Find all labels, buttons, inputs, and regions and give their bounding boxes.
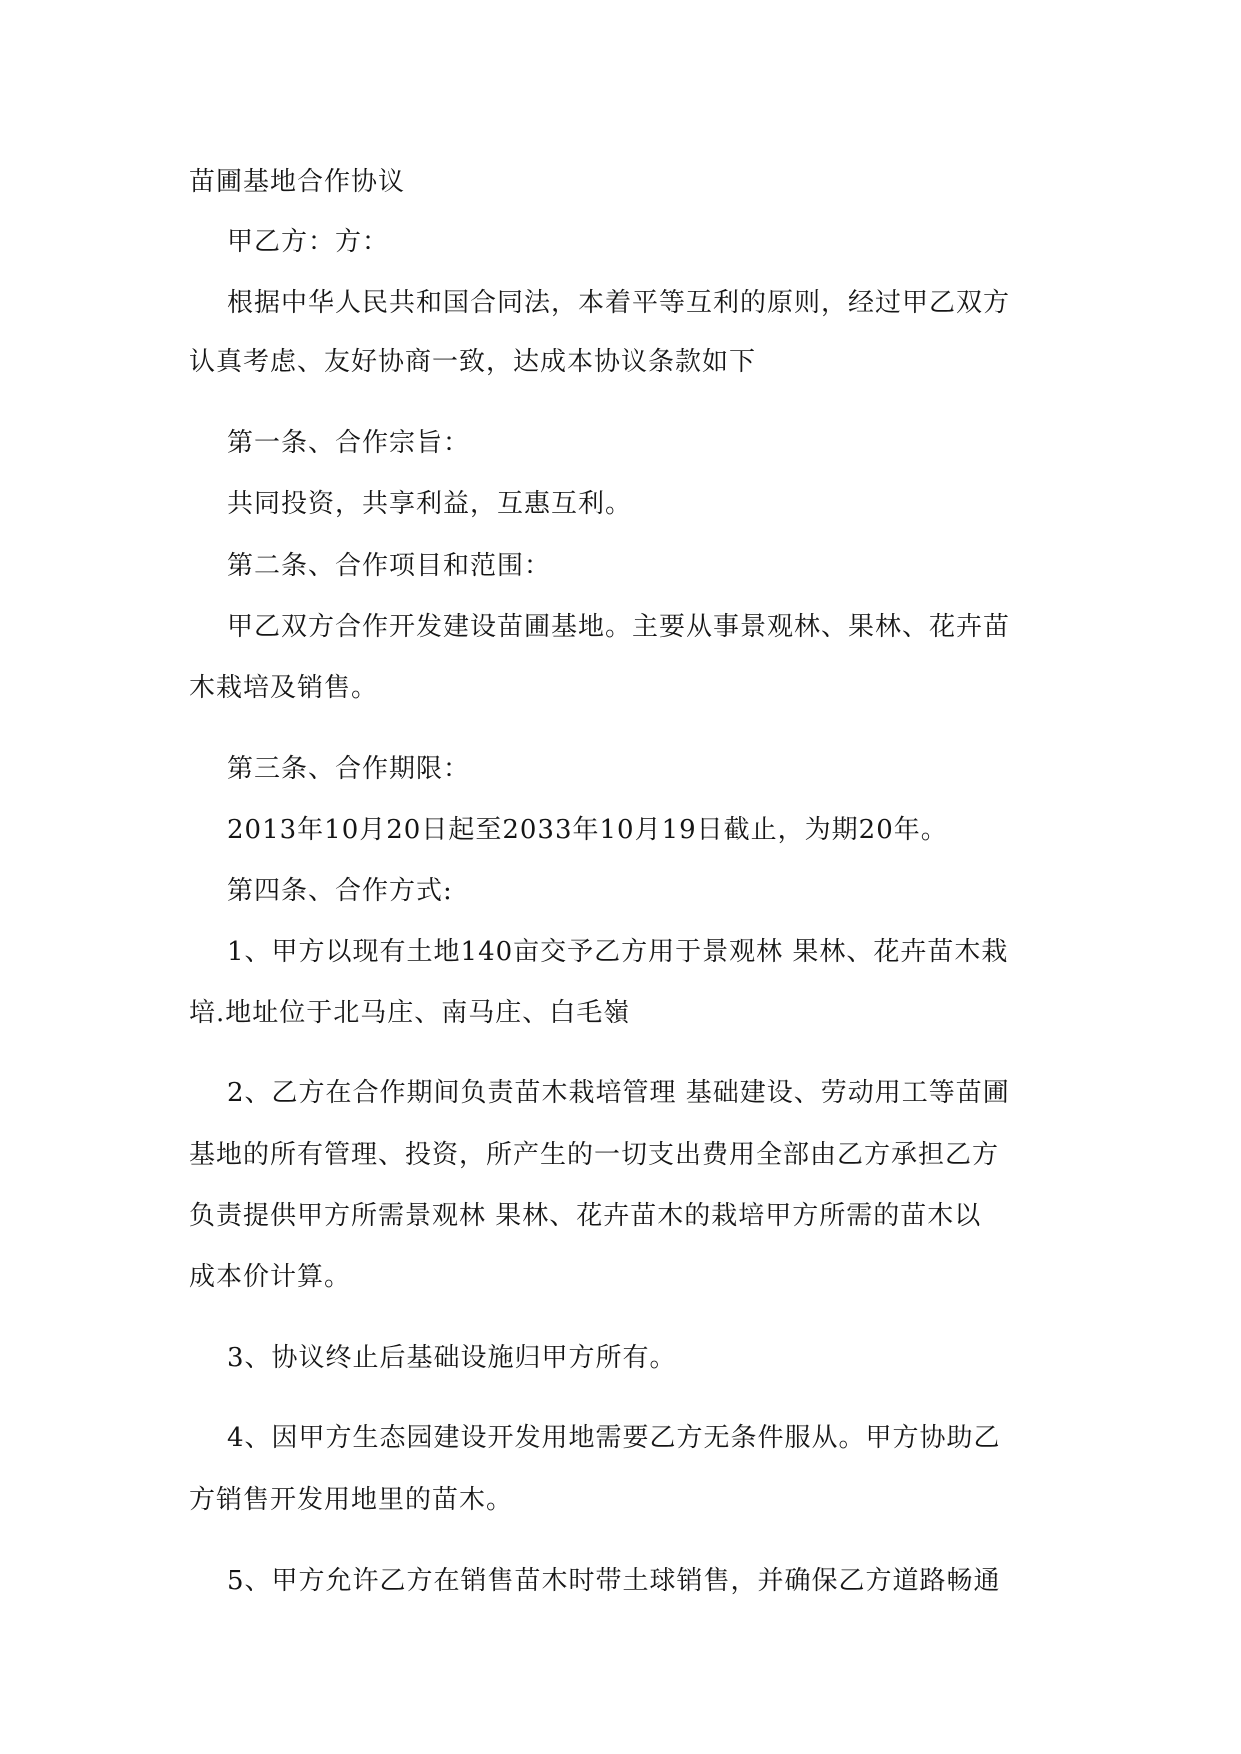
article3-heading: 第三条、合作期限： xyxy=(227,754,471,784)
article4-item1-line-2: 培.地址位于北马庄、南马庄、白毛嶺 xyxy=(189,998,631,1028)
article4-item3: 3、协议终止后基础设施归甲方所有。 xyxy=(227,1343,677,1373)
article4-item2-line-3: 负责提供甲方所需景观林 果林、花卉苗木的栽培甲方所需的苗木以 xyxy=(189,1201,982,1231)
article3-body: 2013年10月20日起至2033年10月19日截止，为期20年。 xyxy=(227,815,948,845)
article4-item2-line-2: 基地的所有管理、投资，所产生的一切支出费用全部由乙方承担乙方 xyxy=(189,1140,1000,1170)
article4-item2-line-1: 2、乙方在合作期间负责苗木栽培管理 基础建设、劳动用工等苗圃 xyxy=(227,1078,1010,1108)
intro-paragraph-line-1: 根据中华人民共和国合同法，本着平等互利的原则，经过甲乙双方 xyxy=(227,288,1011,318)
intro-paragraph-line-2: 认真考虑、友好协商一致，达成本协议条款如下 xyxy=(189,347,757,377)
article4-item2-line-4: 成本价计算。 xyxy=(189,1262,352,1292)
article2-body-line-1: 甲乙双方合作开发建设苗圃基地。主要从事景观林、果林、花卉苗 xyxy=(227,612,1011,642)
article1-body: 共同投资，共享利益，互惠互利。 xyxy=(227,489,633,519)
article4-heading: 第四条、合作方式: xyxy=(227,876,453,906)
article4-item4-line-1: 4、因甲方生态园建设开发用地需要乙方无条件服从。甲方协助乙 xyxy=(227,1423,1001,1453)
parties-line: 甲乙方：方： xyxy=(227,227,390,257)
article1-heading: 第一条、合作宗旨： xyxy=(227,428,471,458)
article4-item1-line-1: 1、甲方以现有土地140亩交予乙方用于景观林 果林、花卉苗木栽 xyxy=(227,937,1009,967)
article2-body-line-2: 木栽培及销售。 xyxy=(189,673,379,703)
document-title: 苗圃基地合作协议 xyxy=(189,167,406,197)
article4-item5: 5、甲方允许乙方在销售苗木时带土球销售，并确保乙方道路畅通 xyxy=(227,1566,1001,1596)
article4-item4-line-2: 方销售开发用地里的苗木。 xyxy=(189,1485,514,1515)
article2-heading: 第二条、合作项目和范围： xyxy=(227,551,552,581)
